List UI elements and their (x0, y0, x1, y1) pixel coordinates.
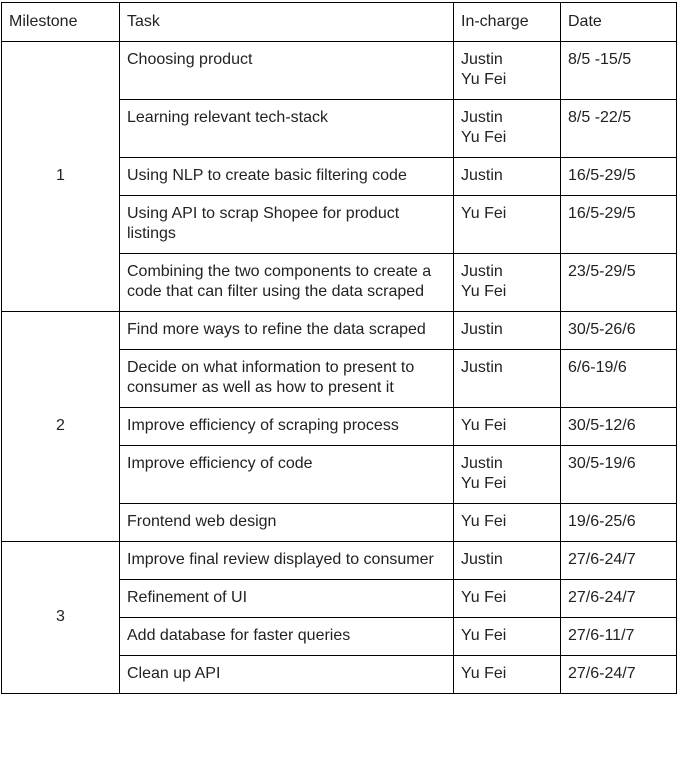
incharge-cell (454, 504, 561, 542)
person-name: Yu Fei (461, 513, 507, 530)
incharge-cell (454, 542, 561, 580)
date-cell: 19/6-25/6 (561, 504, 677, 542)
person-name: Yu Fei (461, 129, 507, 146)
incharge-cell (454, 408, 561, 446)
person-name: Justin (461, 51, 503, 68)
incharge-cell (454, 42, 561, 100)
date-cell: 23/5-29/5 (561, 254, 677, 312)
task-cell: Improve efficiency of code (120, 446, 454, 504)
incharge-cell (454, 618, 561, 656)
date-cell: 30/5-26/6 (561, 312, 677, 350)
date-cell: 27/6-11/7 (561, 618, 677, 656)
incharge-cell (454, 100, 561, 158)
header-incharge: In-charge (454, 3, 561, 42)
task-cell: Clean up API (120, 656, 454, 694)
person-name: Justin (461, 455, 503, 472)
person-name: Yu Fei (461, 71, 507, 88)
date-cell: 30/5-19/6 (561, 446, 677, 504)
task-cell: Decide on what information to present to consumer as well as how to present it (120, 350, 454, 408)
header-date: Date (561, 3, 677, 42)
person-name: Yu Fei (461, 627, 507, 644)
date-cell: 6/6-19/6 (561, 350, 677, 408)
person-name: Yu Fei (461, 475, 507, 492)
date-cell: 27/6-24/7 (561, 542, 677, 580)
incharge-cell (454, 656, 561, 694)
task-cell: Learning relevant tech-stack (120, 100, 454, 158)
person-name: Justin (461, 551, 503, 568)
incharge-cell (454, 350, 561, 408)
milestone-cell: 3 (2, 542, 120, 694)
task-cell: Find more ways to refine the data scraped (120, 312, 454, 350)
task-cell: Combining the two components to create a code that can filter using the data scraped (120, 254, 454, 312)
task-cell: Improve efficiency of scraping process (120, 408, 454, 446)
incharge-cell (454, 254, 561, 312)
milestone-cell: 1 (2, 42, 120, 312)
task-cell: Choosing product (120, 42, 454, 100)
task-cell: Using NLP to create basic filtering code (120, 158, 454, 196)
milestone-table (1, 2, 677, 694)
table-row (2, 312, 677, 350)
person-name: Justin (461, 263, 503, 280)
date-cell: 30/5-12/6 (561, 408, 677, 446)
date-cell: 8/5 -22/5 (561, 100, 677, 158)
date-cell: 16/5-29/5 (561, 196, 677, 254)
date-cell: 16/5-29/5 (561, 158, 677, 196)
task-cell: Add database for faster queries (120, 618, 454, 656)
date-cell: 27/6-24/7 (561, 580, 677, 618)
date-cell: 27/6-24/7 (561, 656, 677, 694)
date-cell: 8/5 -15/5 (561, 42, 677, 100)
person-name: Yu Fei (461, 589, 507, 606)
person-name: Yu Fei (461, 417, 507, 434)
person-name: Yu Fei (461, 205, 507, 222)
person-name: Yu Fei (461, 283, 507, 300)
person-name: Justin (461, 167, 503, 184)
task-cell: Using API to scrap Shopee for product listings (120, 196, 454, 254)
milestone-cell: 2 (2, 312, 120, 542)
person-name: Yu Fei (461, 665, 507, 682)
incharge-cell (454, 580, 561, 618)
task-cell: Improve final review displayed to consumer (120, 542, 454, 580)
task-cell: Frontend web design (120, 504, 454, 542)
person-name: Justin (461, 109, 503, 126)
header-row (2, 3, 677, 42)
incharge-cell (454, 312, 561, 350)
incharge-cell (454, 196, 561, 254)
incharge-cell (454, 446, 561, 504)
header-milestone: Milestone (2, 3, 120, 42)
person-name: Justin (461, 321, 503, 338)
header-task: Task (120, 3, 454, 42)
table-body (2, 42, 677, 694)
table-row (2, 42, 677, 100)
table-row (2, 542, 677, 580)
incharge-cell (454, 158, 561, 196)
task-cell: Refinement of UI (120, 580, 454, 618)
person-name: Justin (461, 359, 503, 376)
